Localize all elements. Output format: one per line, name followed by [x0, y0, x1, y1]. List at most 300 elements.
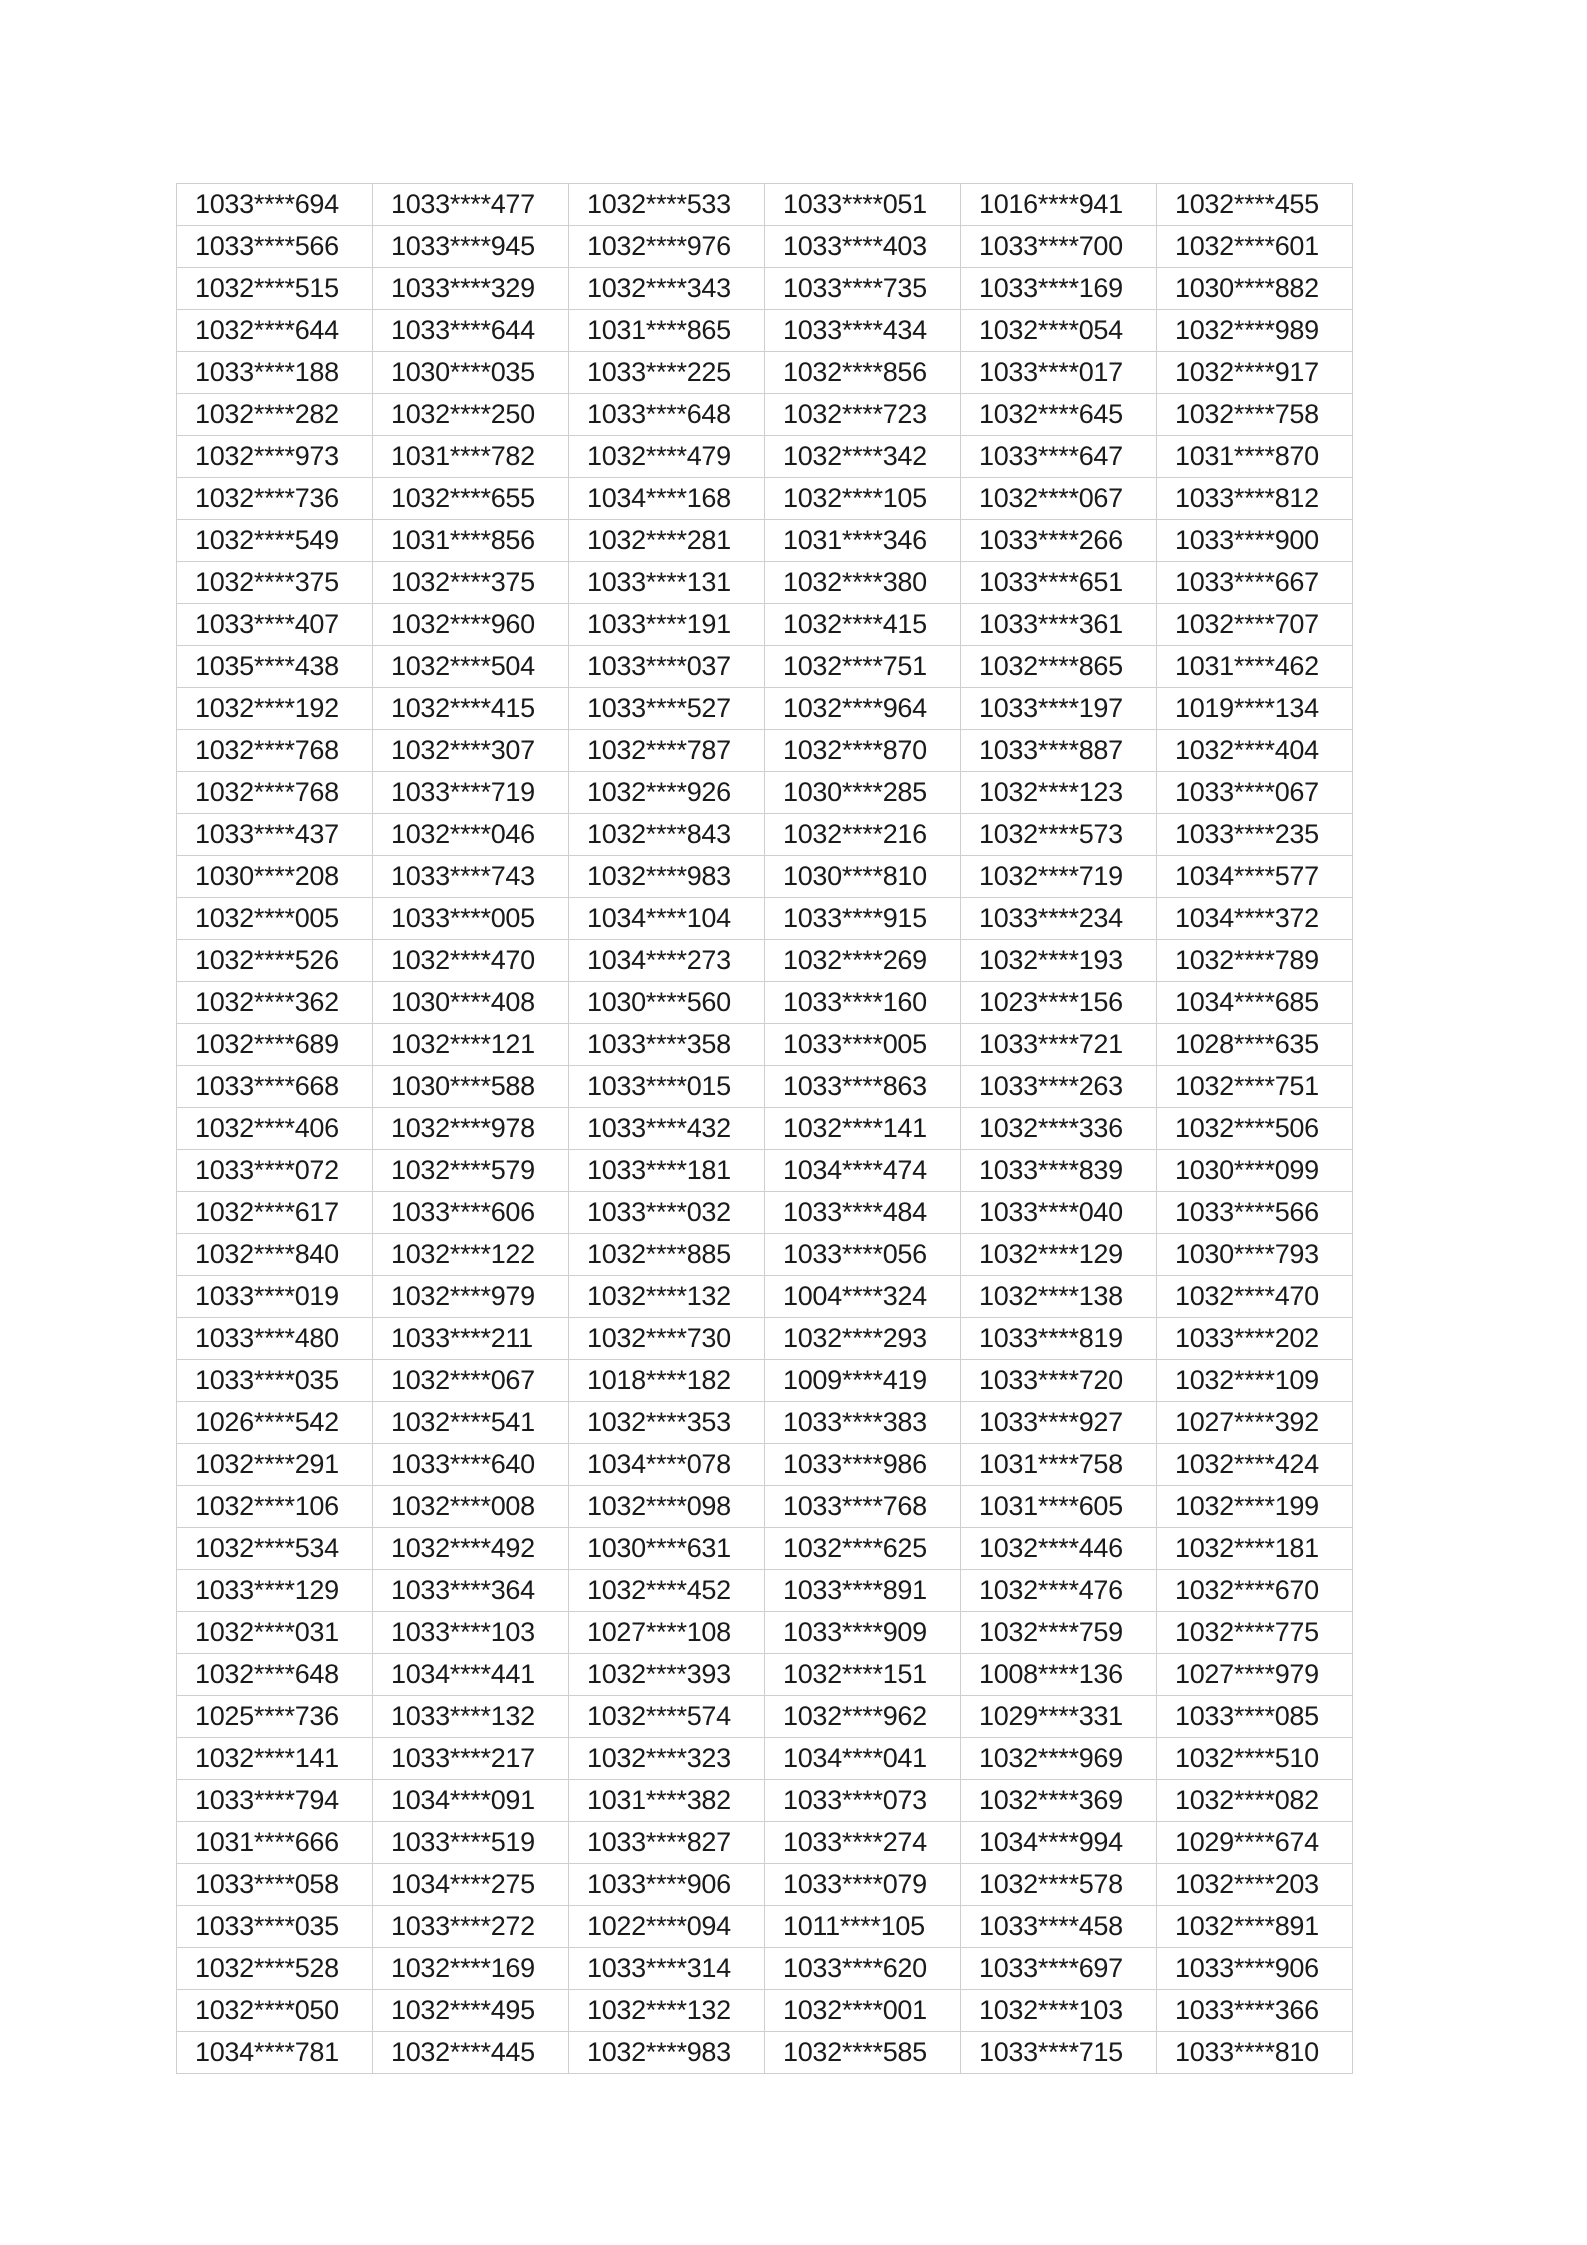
table-cell: 1034****078	[569, 1444, 765, 1486]
table-row	[177, 604, 1353, 646]
table-cell: 1033****329	[373, 268, 569, 310]
table-cell: 1033****067	[1157, 772, 1353, 814]
table-cell: 1032****362	[177, 982, 373, 1024]
table-body	[177, 184, 1353, 2074]
table-row	[177, 982, 1353, 1024]
table-cell: 1031****666	[177, 1822, 373, 1864]
table-cell: 1008****136	[961, 1654, 1157, 1696]
table-row	[177, 772, 1353, 814]
table-cell: 1032****585	[765, 2032, 961, 2074]
table-cell: 1032****840	[177, 1234, 373, 1276]
table-cell: 1033****891	[765, 1570, 961, 1612]
table-cell: 1033****040	[961, 1192, 1157, 1234]
table-cell: 1033****437	[177, 814, 373, 856]
table-cell: 1032****307	[373, 730, 569, 772]
table-cell: 1032****293	[765, 1318, 961, 1360]
table-row	[177, 898, 1353, 940]
table-cell: 1032****601	[1157, 226, 1353, 268]
table-cell: 1032****141	[765, 1108, 961, 1150]
table-cell: 1033****719	[373, 772, 569, 814]
table-cell: 1033****432	[569, 1108, 765, 1150]
table-cell: 1033****768	[765, 1486, 961, 1528]
table-cell: 1032****452	[569, 1570, 765, 1612]
table-cell: 1033****810	[1157, 2032, 1353, 2074]
table-row	[177, 730, 1353, 772]
table-cell: 1032****775	[1157, 1612, 1353, 1654]
table-row	[177, 1990, 1353, 2032]
table-cell: 1033****234	[961, 898, 1157, 940]
table-cell: 1033****743	[373, 856, 569, 898]
table-cell: 1033****085	[1157, 1696, 1353, 1738]
table-cell: 1019****134	[1157, 688, 1353, 730]
table-cell: 1031****856	[373, 520, 569, 562]
table-cell: 1033****434	[765, 310, 961, 352]
table-row	[177, 184, 1353, 226]
table-row	[177, 1738, 1353, 1780]
table-cell: 1032****181	[1157, 1528, 1353, 1570]
table-cell: 1027****392	[1157, 1402, 1353, 1444]
table-cell: 1032****865	[961, 646, 1157, 688]
table-cell: 1032****973	[177, 436, 373, 478]
table-cell: 1033****072	[177, 1150, 373, 1192]
table-cell: 1032****625	[765, 1528, 961, 1570]
table-row	[177, 1528, 1353, 1570]
table-cell: 1032****758	[1157, 394, 1353, 436]
table-cell: 1033****986	[765, 1444, 961, 1486]
table-cell: 1032****123	[961, 772, 1157, 814]
table-cell: 1032****689	[177, 1024, 373, 1066]
table-row	[177, 856, 1353, 898]
table-cell: 1032****141	[177, 1738, 373, 1780]
table-cell: 1031****346	[765, 520, 961, 562]
table-cell: 1032****510	[1157, 1738, 1353, 1780]
table-cell: 1032****151	[765, 1654, 961, 1696]
table-row	[177, 1192, 1353, 1234]
table-cell: 1033****606	[373, 1192, 569, 1234]
table-cell: 1029****674	[1157, 1822, 1353, 1864]
table-cell: 1033****225	[569, 352, 765, 394]
table-row	[177, 1234, 1353, 1276]
table-cell: 1032****751	[765, 646, 961, 688]
table-row	[177, 1024, 1353, 1066]
table-cell: 1033****361	[961, 604, 1157, 646]
table-cell: 1035****438	[177, 646, 373, 688]
table-cell: 1033****906	[569, 1864, 765, 1906]
table-cell: 1032****670	[1157, 1570, 1353, 1612]
table-cell: 1032****736	[177, 478, 373, 520]
table-cell: 1030****793	[1157, 1234, 1353, 1276]
table-cell: 1033****647	[961, 436, 1157, 478]
table-row	[177, 1780, 1353, 1822]
table-cell: 1033****032	[569, 1192, 765, 1234]
table-cell: 1033****697	[961, 1948, 1157, 1990]
table-cell: 1033****566	[1157, 1192, 1353, 1234]
table-row	[177, 688, 1353, 730]
table-cell: 1033****211	[373, 1318, 569, 1360]
table-cell: 1033****005	[765, 1024, 961, 1066]
table-cell: 1033****235	[1157, 814, 1353, 856]
table-cell: 1030****588	[373, 1066, 569, 1108]
table-cell: 1033****794	[177, 1780, 373, 1822]
table-cell: 1032****404	[1157, 730, 1353, 772]
table-row	[177, 1864, 1353, 1906]
table-cell: 1033****620	[765, 1948, 961, 1990]
table-row	[177, 2032, 1353, 2074]
table-cell: 1033****519	[373, 1822, 569, 1864]
table-cell: 1032****983	[569, 856, 765, 898]
table-cell: 1032****415	[765, 604, 961, 646]
table-cell: 1032****856	[765, 352, 961, 394]
table-cell: 1032****008	[373, 1486, 569, 1528]
table-row	[177, 1066, 1353, 1108]
table-cell: 1032****455	[1157, 184, 1353, 226]
table-cell: 1033****266	[961, 520, 1157, 562]
table-cell: 1031****782	[373, 436, 569, 478]
table-cell: 1032****269	[765, 940, 961, 982]
table-cell: 1033****927	[961, 1402, 1157, 1444]
table-cell: 1032****789	[1157, 940, 1353, 982]
table-cell: 1032****192	[177, 688, 373, 730]
table-cell: 1033****132	[373, 1696, 569, 1738]
table-cell: 1030****408	[373, 982, 569, 1024]
table-cell: 1032****132	[569, 1990, 765, 2032]
table-cell: 1031****462	[1157, 646, 1353, 688]
table-cell: 1032****375	[373, 562, 569, 604]
table-cell: 1030****099	[1157, 1150, 1353, 1192]
table-cell: 1033****721	[961, 1024, 1157, 1066]
table-cell: 1016****941	[961, 184, 1157, 226]
table-cell: 1033****527	[569, 688, 765, 730]
table-cell: 1032****031	[177, 1612, 373, 1654]
table-cell: 1033****651	[961, 562, 1157, 604]
table-cell: 1032****541	[373, 1402, 569, 1444]
table-cell: 1018****182	[569, 1360, 765, 1402]
table-cell: 1032****515	[177, 268, 373, 310]
table-cell: 1029****331	[961, 1696, 1157, 1738]
table-cell: 1032****479	[569, 436, 765, 478]
table-cell: 1032****969	[961, 1738, 1157, 1780]
table-cell: 1032****891	[1157, 1906, 1353, 1948]
table-cell: 1030****631	[569, 1528, 765, 1570]
table-cell: 1032****106	[177, 1486, 373, 1528]
table-cell: 1031****865	[569, 310, 765, 352]
table-cell: 1032****250	[373, 394, 569, 436]
table-cell: 1033****015	[569, 1066, 765, 1108]
table-cell: 1032****342	[765, 436, 961, 478]
table-cell: 1033****407	[177, 604, 373, 646]
table-cell: 1009****419	[765, 1360, 961, 1402]
table-row	[177, 1108, 1353, 1150]
table-cell: 1032****648	[177, 1654, 373, 1696]
table-cell: 1032****574	[569, 1696, 765, 1738]
table-cell: 1033****197	[961, 688, 1157, 730]
table-cell: 1033****188	[177, 352, 373, 394]
table-cell: 1033****383	[765, 1402, 961, 1444]
table-cell: 1033****358	[569, 1024, 765, 1066]
table-cell: 1032****470	[373, 940, 569, 982]
table-cell: 1030****035	[373, 352, 569, 394]
table-cell: 1033****035	[177, 1360, 373, 1402]
table-cell: 1033****403	[765, 226, 961, 268]
table-cell: 1034****685	[1157, 982, 1353, 1024]
table-cell: 1033****484	[765, 1192, 961, 1234]
table-cell: 1027****108	[569, 1612, 765, 1654]
table-cell: 1032****109	[1157, 1360, 1353, 1402]
table-cell: 1032****655	[373, 478, 569, 520]
table-cell: 1033****017	[961, 352, 1157, 394]
table-cell: 1034****441	[373, 1654, 569, 1696]
table-row	[177, 1360, 1353, 1402]
table-cell: 1031****605	[961, 1486, 1157, 1528]
table-cell: 1032****121	[373, 1024, 569, 1066]
table-cell: 1032****282	[177, 394, 373, 436]
table-cell: 1033****272	[373, 1906, 569, 1948]
table-cell: 1033****181	[569, 1150, 765, 1192]
table-cell: 1032****470	[1157, 1276, 1353, 1318]
table-row	[177, 436, 1353, 478]
id-number-table	[176, 183, 1353, 2074]
table-cell: 1022****094	[569, 1906, 765, 1948]
table-cell: 1033****945	[373, 226, 569, 268]
table-cell: 1025****736	[177, 1696, 373, 1738]
table-cell: 1032****962	[765, 1696, 961, 1738]
table-cell: 1033****103	[373, 1612, 569, 1654]
table-cell: 1032****964	[765, 688, 961, 730]
table-row	[177, 1654, 1353, 1696]
table-cell: 1032****105	[765, 478, 961, 520]
table-cell: 1033****819	[961, 1318, 1157, 1360]
table-cell: 1033****887	[961, 730, 1157, 772]
table-cell: 1032****707	[1157, 604, 1353, 646]
table-cell: 1033****051	[765, 184, 961, 226]
table-cell: 1028****635	[1157, 1024, 1353, 1066]
table-cell: 1032****281	[569, 520, 765, 562]
table-cell: 1033****366	[1157, 1990, 1353, 2032]
table-cell: 1032****291	[177, 1444, 373, 1486]
table-cell: 1030****560	[569, 982, 765, 1024]
table-cell: 1032****216	[765, 814, 961, 856]
table-cell: 1032****730	[569, 1318, 765, 1360]
table-cell: 1032****534	[177, 1528, 373, 1570]
table-cell: 1033****906	[1157, 1948, 1353, 1990]
table-cell: 1031****870	[1157, 436, 1353, 478]
table-cell: 1032****843	[569, 814, 765, 856]
table-row	[177, 268, 1353, 310]
table-cell: 1004****324	[765, 1276, 961, 1318]
table-row	[177, 562, 1353, 604]
table-cell: 1033****202	[1157, 1318, 1353, 1360]
table-row	[177, 352, 1353, 394]
table-cell: 1033****217	[373, 1738, 569, 1780]
table-cell: 1032****573	[961, 814, 1157, 856]
table-cell: 1023****156	[961, 982, 1157, 1024]
table-cell: 1032****723	[765, 394, 961, 436]
table-row	[177, 1906, 1353, 1948]
table-cell: 1033****735	[765, 268, 961, 310]
table-cell: 1033****005	[373, 898, 569, 940]
table-cell: 1031****758	[961, 1444, 1157, 1486]
table-cell: 1032****885	[569, 1234, 765, 1276]
table-cell: 1032****046	[373, 814, 569, 856]
table-cell: 1032****193	[961, 940, 1157, 982]
table-cell: 1032****098	[569, 1486, 765, 1528]
table-row	[177, 1822, 1353, 1864]
table-row	[177, 310, 1353, 352]
table-cell: 1033****191	[569, 604, 765, 646]
table-cell: 1032****353	[569, 1402, 765, 1444]
table-cell: 1033****720	[961, 1360, 1157, 1402]
table-cell: 1033****364	[373, 1570, 569, 1612]
table-cell: 1033****129	[177, 1570, 373, 1612]
table-cell: 1033****263	[961, 1066, 1157, 1108]
table-cell: 1033****274	[765, 1822, 961, 1864]
table-cell: 1011****105	[765, 1906, 961, 1948]
table-row	[177, 520, 1353, 562]
table-cell: 1032****644	[177, 310, 373, 352]
table-cell: 1033****909	[765, 1612, 961, 1654]
table-cell: 1033****715	[961, 2032, 1157, 2074]
table-cell: 1033****079	[765, 1864, 961, 1906]
table-cell: 1032****617	[177, 1192, 373, 1234]
table-cell: 1033****644	[373, 310, 569, 352]
table-cell: 1032****549	[177, 520, 373, 562]
table-cell: 1032****336	[961, 1108, 1157, 1150]
table-cell: 1032****050	[177, 1990, 373, 2032]
table-cell: 1033****056	[765, 1234, 961, 1276]
table-cell: 1033****839	[961, 1150, 1157, 1192]
table-cell: 1031****382	[569, 1780, 765, 1822]
table-cell: 1032****393	[569, 1654, 765, 1696]
table-cell: 1032****787	[569, 730, 765, 772]
table-cell: 1033****480	[177, 1318, 373, 1360]
table-cell: 1034****994	[961, 1822, 1157, 1864]
table-cell: 1033****640	[373, 1444, 569, 1486]
table-cell: 1032****067	[961, 478, 1157, 520]
table-cell: 1032****983	[569, 2032, 765, 2074]
table-cell: 1032****054	[961, 310, 1157, 352]
table-cell: 1034****104	[569, 898, 765, 940]
table-cell: 1032****199	[1157, 1486, 1353, 1528]
table-cell: 1033****169	[961, 268, 1157, 310]
table-cell: 1034****577	[1157, 856, 1353, 898]
table-row	[177, 1444, 1353, 1486]
table-cell: 1032****719	[961, 856, 1157, 898]
table-cell: 1032****578	[961, 1864, 1157, 1906]
table-cell: 1033****058	[177, 1864, 373, 1906]
table-cell: 1030****882	[1157, 268, 1353, 310]
table-cell: 1032****446	[961, 1528, 1157, 1570]
table-cell: 1033****160	[765, 982, 961, 1024]
table-cell: 1032****495	[373, 1990, 569, 2032]
table-cell: 1033****900	[1157, 520, 1353, 562]
table-row	[177, 1486, 1353, 1528]
table-row	[177, 1318, 1353, 1360]
table-cell: 1030****285	[765, 772, 961, 814]
table-cell: 1033****566	[177, 226, 373, 268]
table-cell: 1030****208	[177, 856, 373, 898]
table-row	[177, 394, 1353, 436]
table-cell: 1026****542	[177, 1402, 373, 1444]
table-cell: 1032****203	[1157, 1864, 1353, 1906]
table-row	[177, 646, 1353, 688]
table-cell: 1032****132	[569, 1276, 765, 1318]
table-row	[177, 1948, 1353, 1990]
table-cell: 1032****960	[373, 604, 569, 646]
table-cell: 1032****169	[373, 1948, 569, 1990]
table-row	[177, 226, 1353, 268]
table-cell: 1032****005	[177, 898, 373, 940]
table-cell: 1032****415	[373, 688, 569, 730]
table-row	[177, 1150, 1353, 1192]
table-cell: 1032****533	[569, 184, 765, 226]
table-cell: 1027****979	[1157, 1654, 1353, 1696]
table-cell: 1033****458	[961, 1906, 1157, 1948]
table-row	[177, 478, 1353, 520]
table-cell: 1032****504	[373, 646, 569, 688]
table-cell: 1034****474	[765, 1150, 961, 1192]
table-cell: 1032****406	[177, 1108, 373, 1150]
table-cell: 1033****648	[569, 394, 765, 436]
table-cell: 1034****781	[177, 2032, 373, 2074]
table-cell: 1032****751	[1157, 1066, 1353, 1108]
table-cell: 1033****037	[569, 646, 765, 688]
table-cell: 1032****122	[373, 1234, 569, 1276]
table-cell: 1033****131	[569, 562, 765, 604]
table-cell: 1032****001	[765, 1990, 961, 2032]
table-cell: 1032****978	[373, 1108, 569, 1150]
table-cell: 1034****168	[569, 478, 765, 520]
table-cell: 1033****667	[1157, 562, 1353, 604]
table-cell: 1033****700	[961, 226, 1157, 268]
table-cell: 1033****073	[765, 1780, 961, 1822]
table-row	[177, 940, 1353, 982]
table-cell: 1032****528	[177, 1948, 373, 1990]
table-cell: 1032****323	[569, 1738, 765, 1780]
table-cell: 1032****424	[1157, 1444, 1353, 1486]
table-cell: 1032****645	[961, 394, 1157, 436]
table-cell: 1033****314	[569, 1948, 765, 1990]
table-row	[177, 1612, 1353, 1654]
table-cell: 1032****506	[1157, 1108, 1353, 1150]
table-cell: 1032****067	[373, 1360, 569, 1402]
table-row	[177, 1696, 1353, 1738]
table-cell: 1032****768	[177, 772, 373, 814]
table-cell: 1032****445	[373, 2032, 569, 2074]
table-cell: 1033****019	[177, 1276, 373, 1318]
table-cell: 1032****129	[961, 1234, 1157, 1276]
table-cell: 1032****976	[569, 226, 765, 268]
table-cell: 1033****827	[569, 1822, 765, 1864]
table-cell: 1032****103	[961, 1990, 1157, 2032]
table-cell: 1034****275	[373, 1864, 569, 1906]
table-cell: 1032****768	[177, 730, 373, 772]
table-cell: 1033****035	[177, 1906, 373, 1948]
table-cell: 1033****694	[177, 184, 373, 226]
table-cell: 1033****477	[373, 184, 569, 226]
table-row	[177, 1570, 1353, 1612]
table-cell: 1032****759	[961, 1612, 1157, 1654]
table-cell: 1032****870	[765, 730, 961, 772]
table-cell: 1032****526	[177, 940, 373, 982]
table-cell: 1032****343	[569, 268, 765, 310]
table-cell: 1032****082	[1157, 1780, 1353, 1822]
table-row	[177, 814, 1353, 856]
table-cell: 1032****375	[177, 562, 373, 604]
table-cell: 1034****041	[765, 1738, 961, 1780]
table-cell: 1032****380	[765, 562, 961, 604]
table-row	[177, 1276, 1353, 1318]
table-cell: 1033****668	[177, 1066, 373, 1108]
